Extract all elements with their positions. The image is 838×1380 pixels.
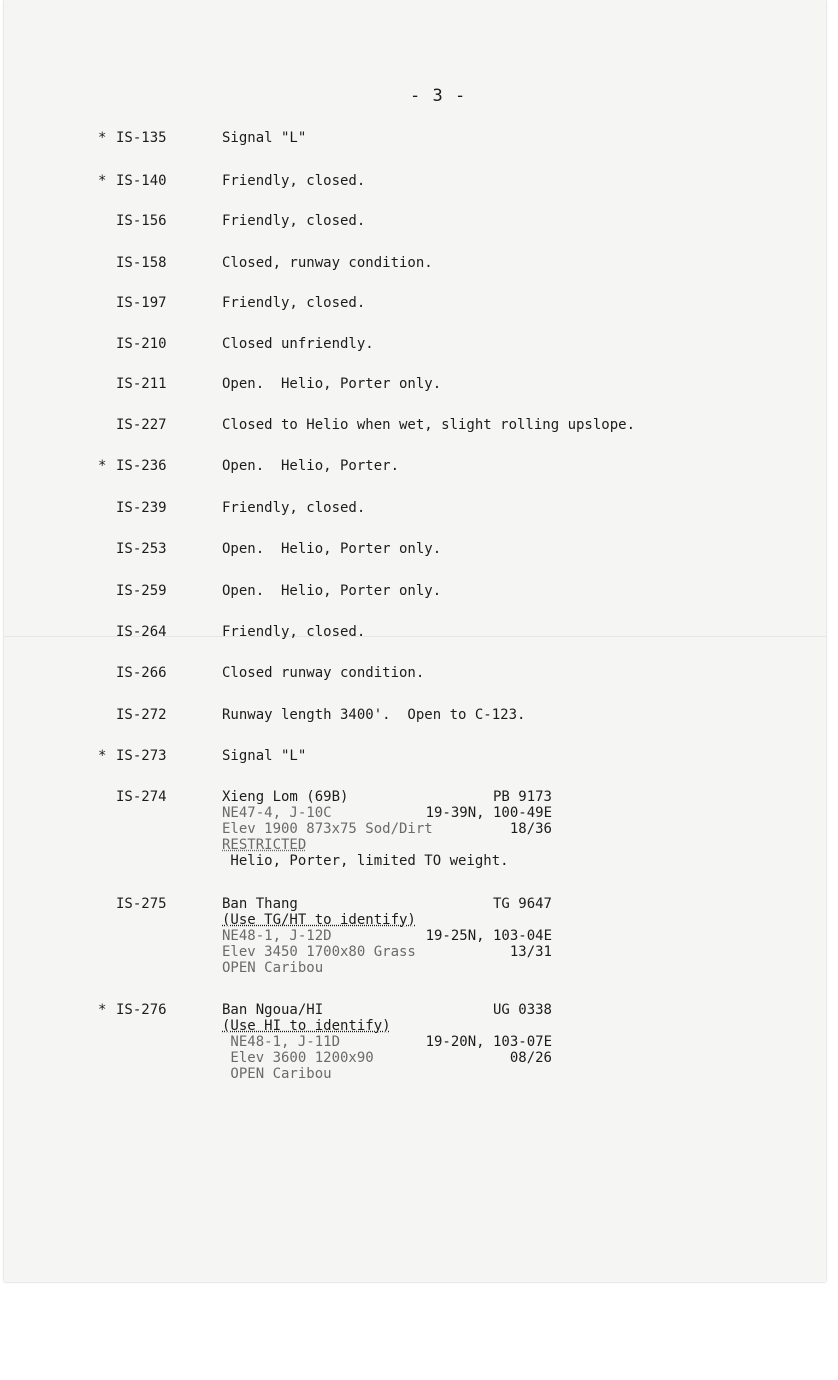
map-sheet: NE48-1, J-11D (222, 1034, 341, 1050)
site-description: Closed to Helio when wet, slight rolling upslope. (222, 417, 636, 433)
site-code: IS-275 (116, 896, 167, 912)
site-name: Xieng Lom (69B) (222, 789, 349, 805)
coordinates: 19-25N, 103-04E (425, 928, 552, 944)
identify-note: (Use HI to identify) (222, 1018, 391, 1034)
site-code: IS-259 (116, 583, 167, 599)
runway-heading: 08/26 (509, 1050, 552, 1066)
document-page (4, 0, 826, 1282)
site-description: Closed runway condition. (222, 665, 425, 681)
status-note: OPEN Caribou (222, 1066, 332, 1082)
runway-heading: 18/36 (509, 821, 552, 837)
site-description: Signal "L" (222, 130, 307, 146)
site-description: Friendly, closed. (222, 213, 366, 229)
site-name: Ban Thang (222, 896, 298, 912)
site-details (222, 1002, 552, 1082)
coordinates: 19-20N, 103-07E (425, 1034, 552, 1050)
site-details (222, 896, 552, 976)
elevation-runway: Elev 1900 873x75 Sod/Dirt (222, 821, 433, 837)
map-sheet: NE48-1, J-12D (222, 928, 332, 944)
identify-note: (Use TG/HT to identify) (222, 912, 416, 928)
site-code: IS-197 (116, 295, 167, 311)
grid-reference: PB 9173 (492, 789, 552, 805)
grid-reference: UG 0338 (492, 1002, 552, 1018)
site-code: IS-272 (116, 707, 167, 723)
grid-reference: TG 9647 (492, 896, 552, 912)
site-code: IS-158 (116, 255, 167, 271)
site-description: Open. Helio, Porter only. (222, 541, 442, 557)
site-code: IS-210 (116, 336, 167, 352)
site-code: IS-227 (116, 417, 167, 433)
asterisk-mark: * (98, 458, 107, 474)
site-code: IS-253 (116, 541, 167, 557)
site-code: IS-236 (116, 458, 167, 474)
site-description: Friendly, closed. (222, 173, 366, 189)
site-description: Closed, runway condition. (222, 255, 433, 271)
site-code: IS-156 (116, 213, 167, 229)
map-sheet: NE47-4, J-10C (222, 805, 332, 821)
runway-heading: 13/31 (509, 944, 552, 960)
site-description: Open. Helio, Porter. (222, 458, 400, 474)
site-code: IS-211 (116, 376, 167, 392)
site-name: Ban Ngoua/HI (222, 1002, 324, 1018)
site-description: Friendly, closed. (222, 295, 366, 311)
asterisk-mark: * (98, 748, 107, 764)
site-code: IS-273 (116, 748, 167, 764)
site-description: Runway length 3400'. Open to C-123. (222, 707, 526, 723)
asterisk-mark: * (98, 1002, 107, 1018)
site-code: IS-264 (116, 624, 167, 640)
site-description: Closed unfriendly. (222, 336, 374, 352)
coordinates: 19-39N, 100-49E (425, 805, 552, 821)
elevation-runway: Elev 3600 1200x90 (222, 1050, 374, 1066)
asterisk-mark: * (98, 130, 107, 146)
site-code: IS-276 (116, 1002, 167, 1018)
elevation-runway: Elev 3450 1700x80 Grass (222, 944, 416, 960)
site-details (222, 789, 552, 869)
site-description: Open. Helio, Porter only. (222, 583, 442, 599)
site-description: Friendly, closed. (222, 624, 366, 640)
site-code: IS-140 (116, 173, 167, 189)
site-description: Open. Helio, Porter only. (222, 376, 442, 392)
site-code: IS-266 (116, 665, 167, 681)
status-note: OPEN Caribou (222, 960, 324, 976)
status-label: RESTRICTED (222, 837, 307, 853)
site-code: IS-274 (116, 789, 167, 805)
aircraft-note: Helio, Porter, limited TO weight. (222, 853, 509, 869)
asterisk-mark: * (98, 173, 107, 189)
site-description: Signal "L" (222, 748, 307, 764)
page-number: - 3 - (410, 86, 467, 106)
site-code: IS-135 (116, 130, 167, 146)
site-code: IS-239 (116, 500, 167, 516)
site-description: Friendly, closed. (222, 500, 366, 516)
